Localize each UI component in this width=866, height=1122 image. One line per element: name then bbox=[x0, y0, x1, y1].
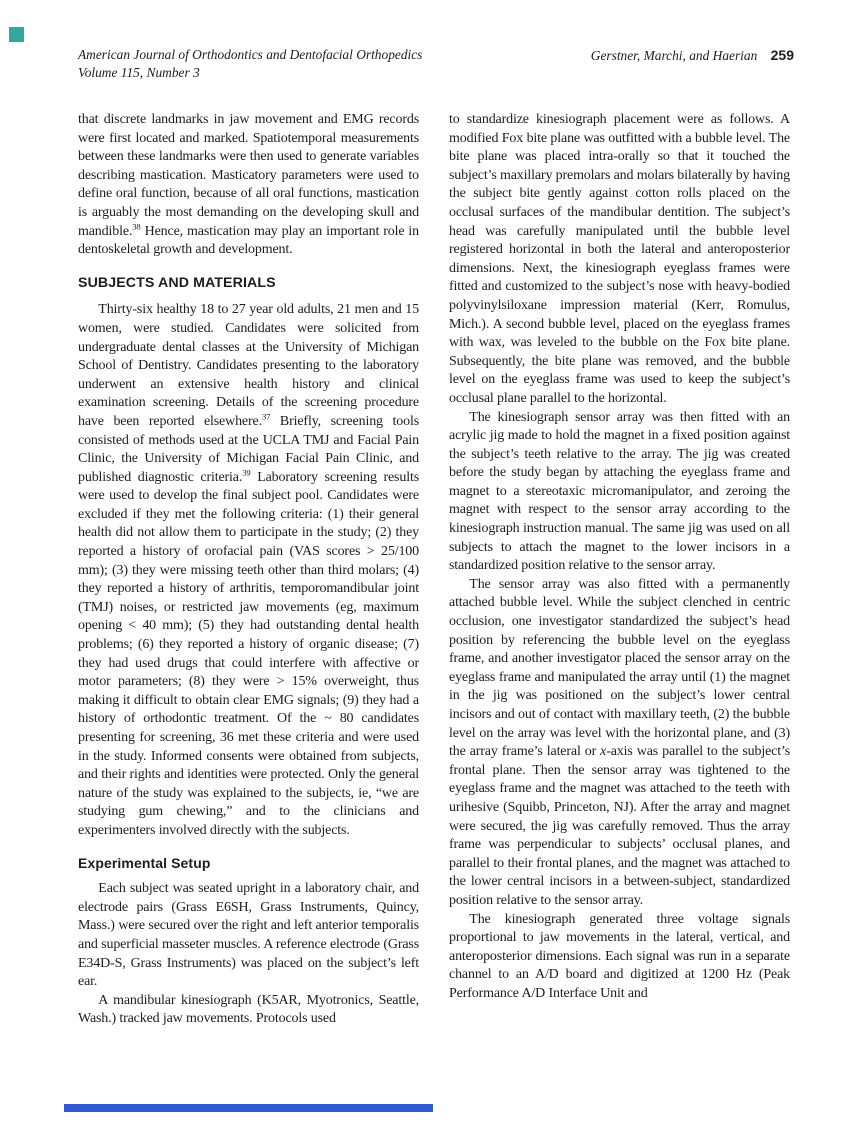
paragraph-kinesiograph-placement: to standardize kinesiograph placement were as follows. A modified Fox bite plane was outfitted with a bubble level. The bite plane was placed intra-orally so that it touched the subject’s maxillary premolars and molars bilaterally by having the subject bite gently against cotton rolls placed on the occlusal surfaces of the mandibular dentition. The subject’s head was carefully manipulated until the bubble level registered horizontal in both the lateral and anteroposterior dimensions. Next, the kinesiograph eyeglass frames were fitted and customized to the subject’s nose with heavy-bodied polyvinylsiloxane impression material (Kerr, Romulus, Mich.). A second bubble level, placed on the eyeglass frames with wax, was leveled to the bubble on the Fox bite plane. Subsequently, the bite plane was removed, and the bubble level on the eyeglass frame was used to keep the subject’s occlusal plane parallel to the horizontal. bbox=[449, 112, 790, 406]
section-heading-subjects-and-materials: SUBJECTS AND MATERIALS bbox=[78, 274, 276, 291]
running-authors: Gerstner, Marchi, and Haerian bbox=[590, 48, 758, 63]
paragraph-voltage-signals: The kinesiograph generated three voltage signals proportional to jaw movements in the lateral, vertical, and anteroposterior dimensions. Each signal was run in a separate channel to an A/D board and digitized at 1200 Hz (Peak Performance A/D Interface Unit and bbox=[449, 911, 790, 1001]
subsection-heading-experimental-setup: Experimental Setup bbox=[78, 854, 211, 871]
running-header bbox=[78, 46, 794, 82]
journal-title: American Journal of Orthodontics and Dentofacial Orthopedics bbox=[78, 47, 423, 62]
paragraph-setup-1: Each subject was seated upright in a laboratory chair, and electrode pairs (Grass E6SH, Grass Instruments, Quincy, Mass.) were secured over the right and left anterior temporalis and superficial masseter muscles. A reference electrode (Grass E34D-S, Grass Instruments) was placed on the subject’s left ear. bbox=[78, 881, 419, 990]
page-number: 259 bbox=[770, 47, 794, 63]
scan-artifact-bar bbox=[64, 1104, 433, 1112]
left-column bbox=[78, 111, 419, 1029]
paragraph-setup-2: A mandibular kinesiograph (K5AR, Myotronics, Seattle, Wash.) tracked jaw movements. Protocols used bbox=[78, 992, 419, 1027]
paragraph-sensor-array-jig: The kinesiograph sensor array was then fitted with an acrylic jig made to hold the magnet in a fixed position against the subject’s teeth relative to the array. The jig was created before the study began by attaching the eyeglass frame and magnet to a stereotaxic micromanipulator, and zeroing the magnet with respect to the sensor array according to the kinesiograph instruction manual. The same jig was used on all subjects to attach the magnet to the lower incisors in a standardized position relative to the sensor array. bbox=[449, 409, 790, 574]
journal-volume: Volume 115, Number 3 bbox=[78, 65, 200, 80]
paragraph-intro-continuation: that discrete landmarks in jaw movement and EMG records were first located and marked. Spatiotemporal measurements between these landmarks were then used to generate variables describing mastication. Masticatory parameters were used to define oral function, because of all oral functions, mastication is arguably the most demanding on the developing skull and mandible.$^{38}$ Hence, mastication may play an important role in dentoskeletal growth and development. bbox=[78, 112, 419, 258]
paragraph-bubble-level-procedure: The sensor array was also fitted with a permanently attached bubble level. While the subject clenched in centric occlusion, one investigator standardized the subject’s head position by referencing the bubble level on the eyeglass frame, and another investigator placed the sensor array on the eyeglass frame and manipulated the array until (1) the magnet in the jig was positioned on the subject’s lower central incisors and out of contact with maxillary teeth, (2) the bubble level on the array was level with the horizontal plane, and (3) the array frame’s lateral or x-axis was parallel to the subject’s frontal plane. Then the sensor array was tightened to the eyeglass frame and the magnet was attached to the teeth with urihesive (Squibb, Princeton, NJ). After the array and magnet were secured, the jig was carefully removed. Thus the array frame was perpendicular to subjects’ occlusal planes, and parallel to their frontal planes, and the magnet was attached to the lower central incisors in a between-subject, standardized position relative to the sensor array. bbox=[449, 576, 790, 908]
right-column bbox=[449, 111, 790, 1004]
running-header-right bbox=[591, 46, 794, 65]
scan-artifact-square bbox=[9, 27, 24, 42]
running-header-left bbox=[78, 46, 422, 82]
paragraph-subjects: Thirty-six healthy 18 to 27 year old adults, 21 men and 15 women, were studied. Candidates were solicited from undergraduate dental classes at the University of Michigan School of Dentistry. Candidates presenting to the laboratory underwent an extensive health history and clinical examination screening. Details of the screening procedure have been reported elsewhere.$^{37}$ Briefly, screening tools consisted of methods used at the UCLA TMJ and Facial Pain Clinic, the University of Michigan Facial Pain Clinic, and published diagnostic criteria.$^{39}$ Laboratory screening results were used to develop the final subject pool. Candidates were excluded if they met the following criteria: (1) their general health did not allow them to participate in the study; (2) they reported a history of orofacial pain (VAS scores > 25/100 mm); (3) they were missing teeth other than third molars; (4) they reported a history of arthritis, temporomandibular joint (TMJ) noises, or restricted jaw movements (eg, maximum opening < 40 mm); (5) they had outstanding dental health problems; (6) they reported a history of organic disease; (7) they had used drugs that could interfere with affective or motor parameters; (8) they were > 15% overweight, thus making it difficult to obtain clear EMG signals; (9) they had a history of orthodontic treatment. Of the ~ 80 candidates presenting for screening, 36 met these criteria and were used in the study. Informed consents were obtained from subjects, and their rights and identities were protected. Only the general nature of the study was explained to the subjects, ie, “we are studying gum chewing,” and to the clinicians and experimenters involved directly with the subjects. bbox=[78, 302, 419, 838]
